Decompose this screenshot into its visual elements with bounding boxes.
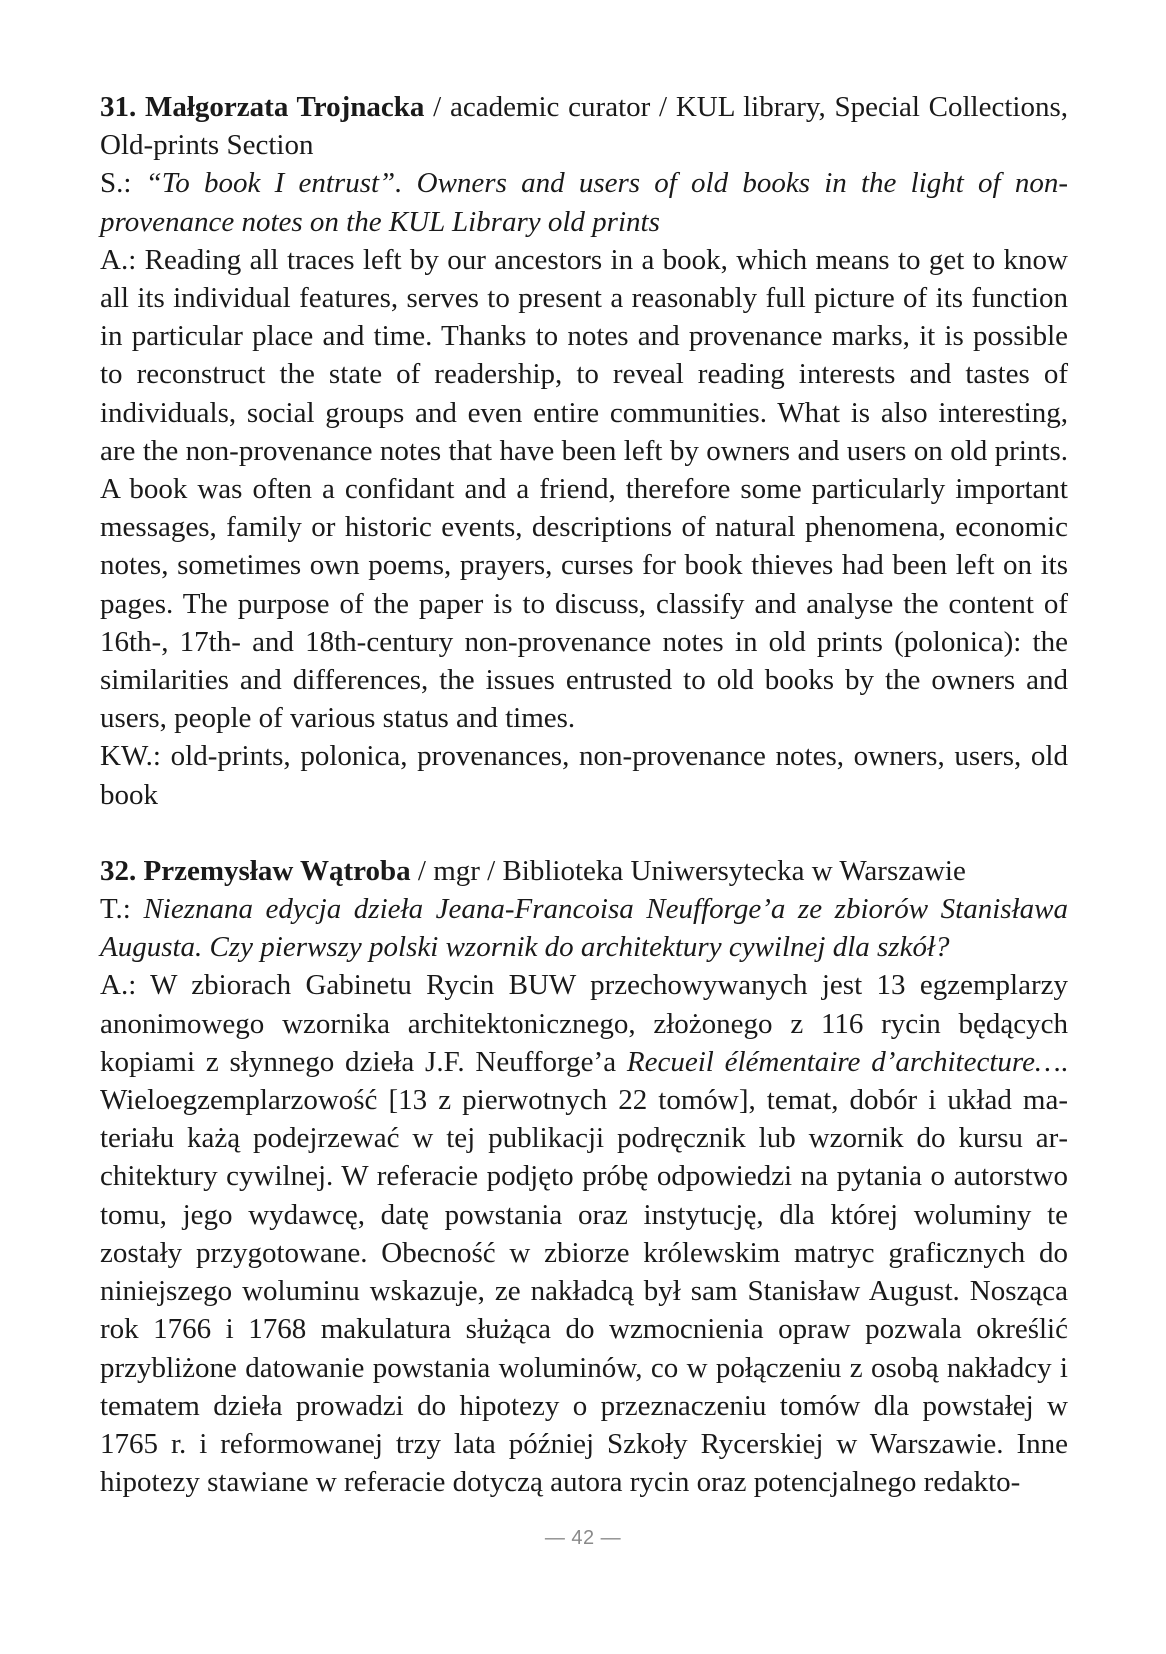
paper-title — [100, 164, 1068, 240]
keywords-line — [100, 737, 1068, 813]
author-name: Przemysław Wątroba — [143, 854, 411, 887]
abstract-text: W zbiorach Gabinetu Rycin BUW przechowywanych jest 13 egzemplarzy anonimowego wzornika architektonicznego, złożonego z 116 rycin będących kopiami z słynnego dzieła J.F. Neufforge’a — [100, 969, 1068, 1078]
author-name: Małgorzata Trojnacka — [145, 91, 425, 123]
keywords-label: KW.: — [100, 740, 171, 773]
abstract-paragraph — [100, 966, 1068, 1501]
entry-heading — [100, 852, 1068, 890]
abstract-text-continued: . Wieloegzemplarzowość [13 z pierwotnych 22 tomów], temat, dobór i układ materiału każą podejrzewać w tej publikacji podręcznik lub wzornik do kursu architektury cywilnej. W referacie podjęto próbę odpowiedzi na pytania o autorstwo tomu, jego wydawcę, datę powstania oraz instytucję, dla której woluminy te zostały przygotowane. Obecność w zbiorze królewskim matryc graficznych do niniejszego woluminu wskazuje, ze nakładcą był sam Stanisław August. Nosząca rok 1766 i 1768 makulatura służąca do wzmocnienia opraw pozwala określić przybliżone datowanie powstania woluminów, co w połączeniu z osobą nakładcy i tematem dzieła prowadzi do hipotezy o przeznaczeniu tomów dla powstałej w 1765 r. i reformowanej trzy lata później Szkoły Rycerskiej w Warszawie. Inne hipotezy stawiane w referacie dotyczą autora rycin oraz potencjalnego redakto- — [100, 1045, 1068, 1499]
entry-heading — [100, 88, 1068, 164]
author-affiliation: / mgr / Biblioteka Uniwersytecka w Warszawie — [410, 854, 966, 887]
page-content — [100, 88, 1068, 1501]
abstract-entry-31 — [100, 88, 1068, 814]
abstract-paragraph — [100, 241, 1068, 738]
abstract-label: A.: — [100, 969, 151, 1002]
entry-number: 31. — [100, 91, 137, 123]
title-text: Nieznana edycja dzieła Jeana-Francoisa Neufforge’a ze zbiorów Stanisława Augusta. Czy pierwszy polski wzornik do architektury cywilnej dla szkół? — [100, 893, 1068, 964]
title-label: T.: — [100, 893, 144, 926]
author-affiliation: / academic curator / KUL library, Special Collections, Old-prints Section — [100, 91, 1068, 162]
entry-number: 32. — [100, 854, 137, 887]
abstract-label: A.: — [100, 243, 145, 276]
abstract-entry-32 — [100, 852, 1068, 1501]
abstract-italic-work-title: Recueil élémentaire d’architecture… — [626, 1045, 1061, 1078]
title-text: “To book I entrust”. Owners and users of old books in the light of non-provenance notes on the KUL Library old prints — [100, 167, 1068, 238]
abstract-text: Reading all traces left by our ancestors in a book, which means to get to know all its individual features, serves to present a reasonably full picture of its function in particular place and time. Thanks to notes and provenance marks, it is possible to reconstruct the state of readership, to reveal reading interests and tastes of individuals, social groups and even entire communities. What is also interesting, are the non-provenance notes that have been left by owners and users on old prints. A book was often a confidant and a friend, therefore some particularly important messages, family or historic events, descriptions of natural phenomena, economic notes, sometimes own poems, prayers, curses for book thieves had been left on its pages. The purpose of the paper is to discuss, classify and analyse the content of 16th-, 17th- and 18th-century non-provenance notes in old prints (polonica): the similarities and differences, the issues entrusted to old books by the owners and users, people of various status and times. — [100, 243, 1068, 735]
title-label: S.: — [100, 167, 146, 200]
paper-title — [100, 890, 1068, 966]
page-number: — 42 — — [544, 1527, 622, 1549]
keywords-text: old-prints, polonica, provenances, non-provenance notes, owners, users, old book — [100, 740, 1068, 811]
